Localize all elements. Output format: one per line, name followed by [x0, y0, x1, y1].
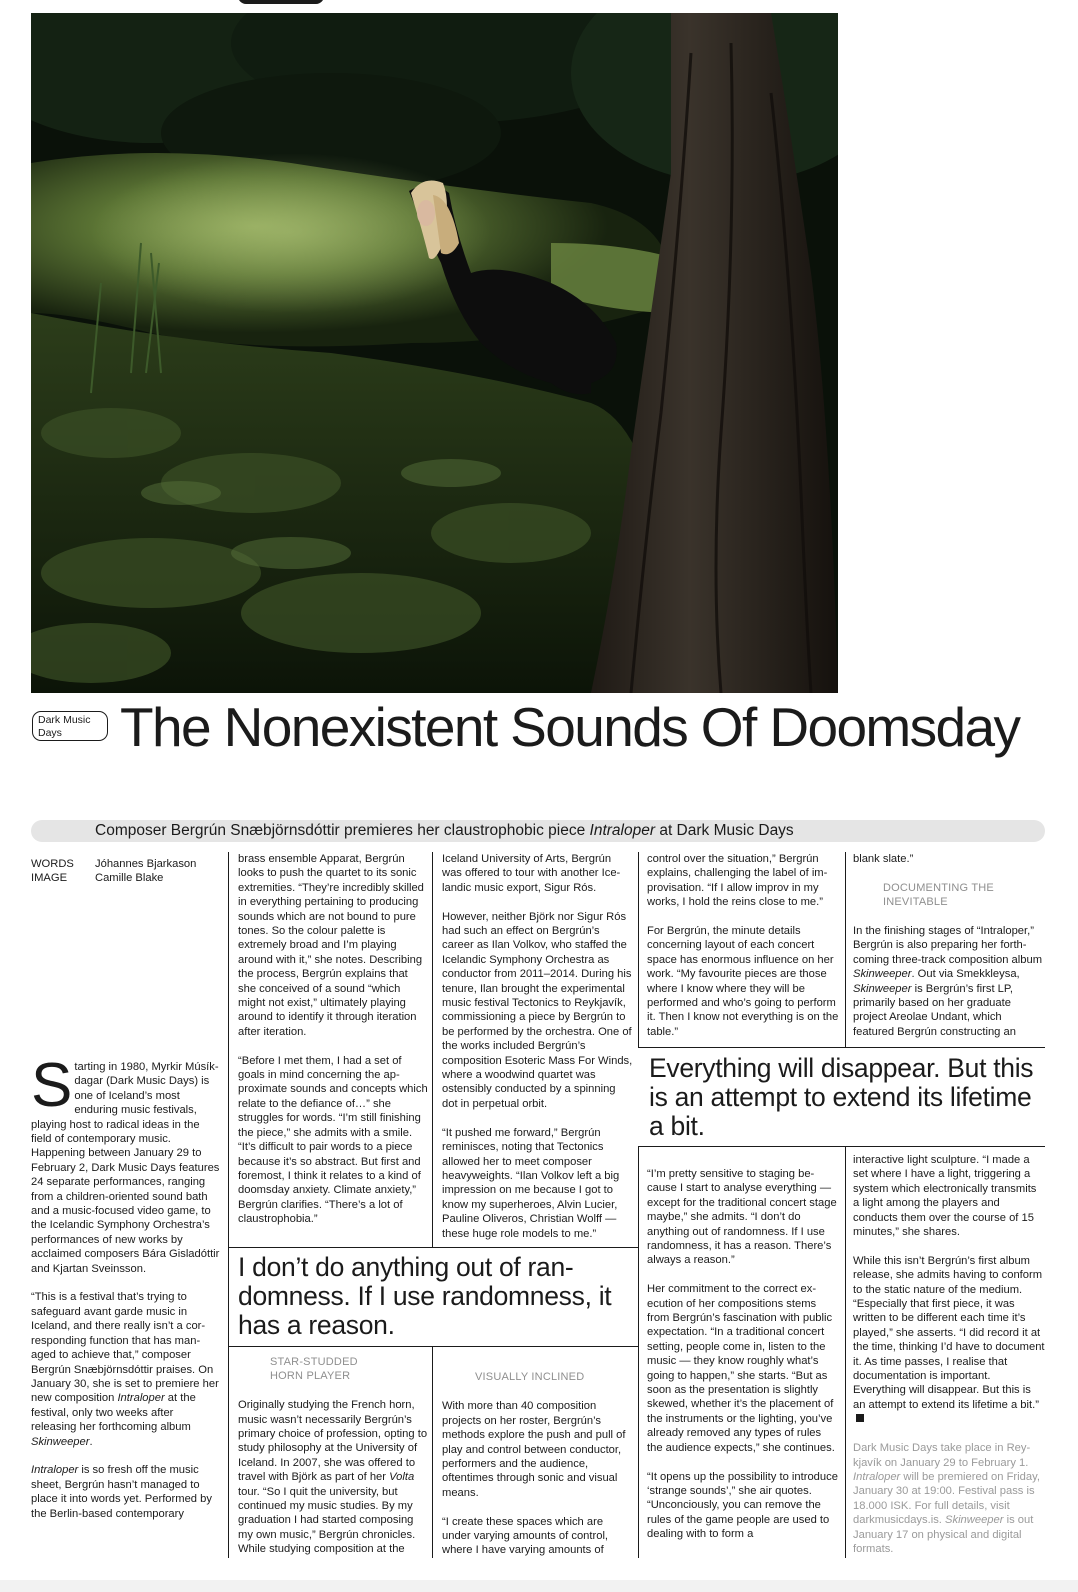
paragraph-text: “This is a festival that’s trying to safeguard avant garde music in Iceland, and there really isn’t a corresponding function that has managed to achieve that,” composer Bergrún Snæbjörnsdóttir praises. On January 30, she is set to premiere her new composition [31, 1291, 219, 1405]
section-subhead: VISUALLY INCLINED [475, 1371, 585, 1383]
drop-cap: S [31, 1051, 73, 1120]
paragraph: control over the situation,” Bergrún explains, challenging the label of improvisation. “If I allow improv in my works, I hold the reins close to me.” [647, 853, 828, 909]
image-author: Camille Blake [95, 872, 164, 885]
paragraph: “It pushed me forward,” Bergrún reminisces, noting that Tectonics allowed her to meet composer heavyweights. “Ilan Volkov left a big impression on me because I got to know my superheroes, Alvin Lucier, Pauline Oliveros, Christian Wolff — these huge role models to me.” [442, 1126, 620, 1240]
column-rule [638, 1146, 639, 1558]
column-rule [845, 852, 846, 1047]
column-3-bottom [442, 1370, 634, 1558]
paragraph: “I’m pretty sensitive to staging because I start to analyse everything — except for the traditional concert stage maybe,” she admits. “I don’t do anything out of randomness. If I use randomness, it has a reason. There’s always a reason.” [647, 1168, 837, 1267]
paragraph: With more than 40 composition projects on her roster, Bergrún’s methods explore the push and pull of play and control between conductor, performers and the audience, oftentimes through sonic and visual means. [442, 1400, 626, 1499]
image-label: IMAGE [31, 872, 68, 885]
column-rule [638, 852, 639, 1047]
column-4-top [647, 852, 839, 1039]
words-label: WORDS [31, 858, 74, 870]
article-subheading [31, 820, 1045, 842]
paragraph-text: Originally studying the French horn, music wasn’t necessarily Bergrún’s primary choice of profession, opting to study philosophy at the University of Iceland. In 2007, she was offered to travel with Björk as part of her [238, 1399, 428, 1484]
section-subhead: STAR-STUDDED HORN PLAYER [270, 1356, 358, 1383]
italic-title: Skinweeper [31, 1435, 90, 1448]
pullquote-rule [638, 1047, 1045, 1048]
info-text: Dark Music Days take place in Reykjavík on January 29 to February 1. [853, 1442, 1031, 1469]
subheading-italic: Intraloper [589, 822, 656, 839]
column-5-bottom [853, 1153, 1045, 1556]
info-text: is out January 17 on physical and digital formats. [853, 1514, 1034, 1555]
words-author: Jóhannes Bjarkason [95, 858, 197, 870]
column-rule [228, 852, 229, 1558]
paragraph [31, 1290, 221, 1448]
section-subhead: DOCUMENTING THE INEVITABLE [883, 881, 994, 909]
column-1 [31, 1051, 221, 1521]
pull-quote: I don’t do anything out of randomness. If I use randomness, it has a reason. [238, 1252, 612, 1340]
column-3-top [442, 852, 634, 1241]
pullquote-rule [228, 1346, 638, 1347]
paragraph [853, 924, 1045, 1039]
paragraph-text: tarting in 1980, Myrkir Músíkdagar (Dark Music Days) is one of Iceland’s most enduring music festivals, playing host to radical ideas in the field of contemporary music. Happening between January 29 to February 2, Dark Music Days features 24 separate performances, ranging from a children-oriented sound bath and a music-focused video game, to the Icelandic Symphony Orchestra’s performances of new works by acclaimed composers Bára Gisladóttir and Kjartan Sveinsson. [31, 1061, 220, 1275]
column-2-bottom [238, 1355, 428, 1557]
paragraph: “I create these spaces which are under varying amounts of control, where I have varying amounts of [442, 1515, 609, 1557]
paragraph-text: In the finishing stages of “Intraloper,” Bergrún is also preparing her forthcoming three-track composition album [853, 925, 1043, 966]
italic-title: Intraloper [853, 1470, 901, 1483]
pullquote-rule [638, 1146, 1045, 1147]
italic-title: Volta [389, 1471, 415, 1484]
end-mark-icon [856, 1414, 864, 1422]
paragraph-text: tour. “So I quit the university, but continued my music studies. By my graduation I had started composing my own music,” Bergrún chronicles. While studying composition at the [238, 1485, 416, 1556]
paragraph-text: . Out via Smekkleysa, [911, 968, 1020, 981]
section-tag[interactable]: Dark Music Days [32, 711, 108, 741]
paragraph [238, 1398, 428, 1556]
paragraph-text: . [89, 1435, 93, 1448]
paragraph [31, 1463, 221, 1521]
forest-pond-illustration [31, 13, 838, 693]
paragraph: However, neither Björk nor Sigur Rós had such an effect on Bergrún’s career as Ilan Volkov, who staffed the Icelandic Symphony Orchestra as conductor from 2011–2014. During his tenure, Ilan brought the experimental music festival Tectonics to Reykjavík, commissioning a piece by Bergrún to be performed by the orchestra. One of the works included Bergrún’s composition Esoteric Mass For Winds, where a woodwind quartet was ostensibly conducted by a spinning dot in perpetual orbit. [442, 910, 633, 1110]
paragraph: “It opens up the possibility to introduce ‘strange sounds’,” she air quotes. “Unconciously, you can remove the rules of the game people are used to dealing with to form a [647, 1470, 838, 1541]
paragraph-text: at the festival, only two weeks after releasing her forthcoming album [31, 1392, 196, 1434]
credit-words [31, 857, 196, 871]
column-rule [432, 1346, 433, 1558]
event-info [853, 1441, 1045, 1556]
italic-title: Skinweeper [945, 1514, 1004, 1527]
column-rule [845, 1146, 846, 1558]
column-rule [432, 852, 433, 1247]
info-text: will be premiered on Friday, January 30 at 19:00. Festival pass is 18.000 ISK. For full details, visit darkmusicdays.is. [853, 1470, 1040, 1527]
paragraph [31, 1051, 221, 1276]
paragraph: blank slate.” [853, 853, 914, 865]
column-4-bottom [647, 1167, 839, 1542]
pull-quote: Everything will disappear. But this is an attempt to extend its lifetime a bit. [649, 1053, 1034, 1141]
italic-title: Intraloper [31, 1464, 79, 1477]
italic-title: Intraloper [117, 1392, 165, 1405]
top-tab-decoration [238, 0, 324, 4]
pullquote-rule [228, 1247, 638, 1248]
page-bottom-bar [0, 1580, 1078, 1592]
paragraph [853, 1254, 1045, 1427]
column-2-top [238, 852, 428, 1227]
hero-photo [31, 13, 838, 693]
italic-title: Skinweeper [853, 982, 912, 995]
paragraph: Her commitment to the correct execution of her compositions stems from Bergrún’s fascination with public expectation. “In a traditional concert setting, people come in, listen to the music — they know roughly what’s going to happen,” she starts. “But as soon as the presentation is slightly skewed, whether it’s the placement of the instruments or the lighting, you’ve already removed any types of rules the audience expects,” she continues. [647, 1283, 835, 1454]
credits [31, 857, 196, 886]
paragraph: brass ensemble Apparat, Bergrún looks to push the quartet to its sonic extremities. “They’re incredibly skilled in everything pertaining to producing sounds which are not bound to pure tones. So the colour palette is extremely broad and I’m playing around with it,” she notes. Describing the process, Bergrún explains that she conceived of a sound “which might not exist,” ultimately playing around to identify it through iteration after iteration. [238, 853, 424, 1038]
italic-title: Skinweeper [853, 968, 912, 981]
article-title: The Nonexistent Sounds Of Doomsday [120, 696, 1020, 758]
paragraph-text: While this isn’t Bergrún’s first album release, she admits having to conform to the static nature of the medium. “Especially that first piece, it was written to be different each time it’s played,” she asserts. “I did record it at the time, thinking I’d have to document it. As time passes, I realise that documentation is important. Everything will disappear. But this is an attempt to extend its lifetime a bit.” [853, 1254, 1045, 1411]
paragraph-text: is Bergrún’s first LP, primarily based on her graduate project Areolae Undant, which featured Bergrún constructing an [853, 982, 1016, 1038]
paragraph: Iceland University of Arts, Bergrún was offered to tour with another Icelandic music export, Sigur Rós. [442, 853, 621, 894]
column-5-top [853, 852, 1045, 1039]
paragraph: “Before I met them, I had a set of goals in mind concerning the approximate sounds and concepts which relate to the defiance of…” she struggles for words. “I’m still finishing the piece,” she admits with a smile. “It’s difficult to pair words to a piece because it’s so abstract. But first and foremost, I think it relates to a kind of doomsday anxiety. Climate anxiety,” Bergrún clarifies. “There’s a lot of claustrophobia.” [238, 1054, 428, 1226]
credit-image [31, 871, 196, 885]
subheading-text-end: at Dark Music Days [655, 822, 794, 839]
paragraph: interactive light sculpture. “I made a set where I have a light, triggering a system which electronically transmits a light among the players and conducts them over the course of 15 minutes,” she shares. [853, 1154, 1037, 1239]
paragraph: For Bergrún, the minute details concerning layout of each concert space has enormous influence on her work. “My favourite pieces are those where I know where they will be performed and who’s going to perform it. Then I know not everything is on the table.” [647, 925, 839, 1038]
subheading-text-start: Composer Bergrún Snæbjörnsdóttir premieres her claustrophobic piece [95, 822, 590, 839]
paragraph-text: is so fresh off the music sheet, Bergrún hasn’t managed to place it into words yet. Performed by the Berlin-based contemporary [31, 1464, 212, 1520]
